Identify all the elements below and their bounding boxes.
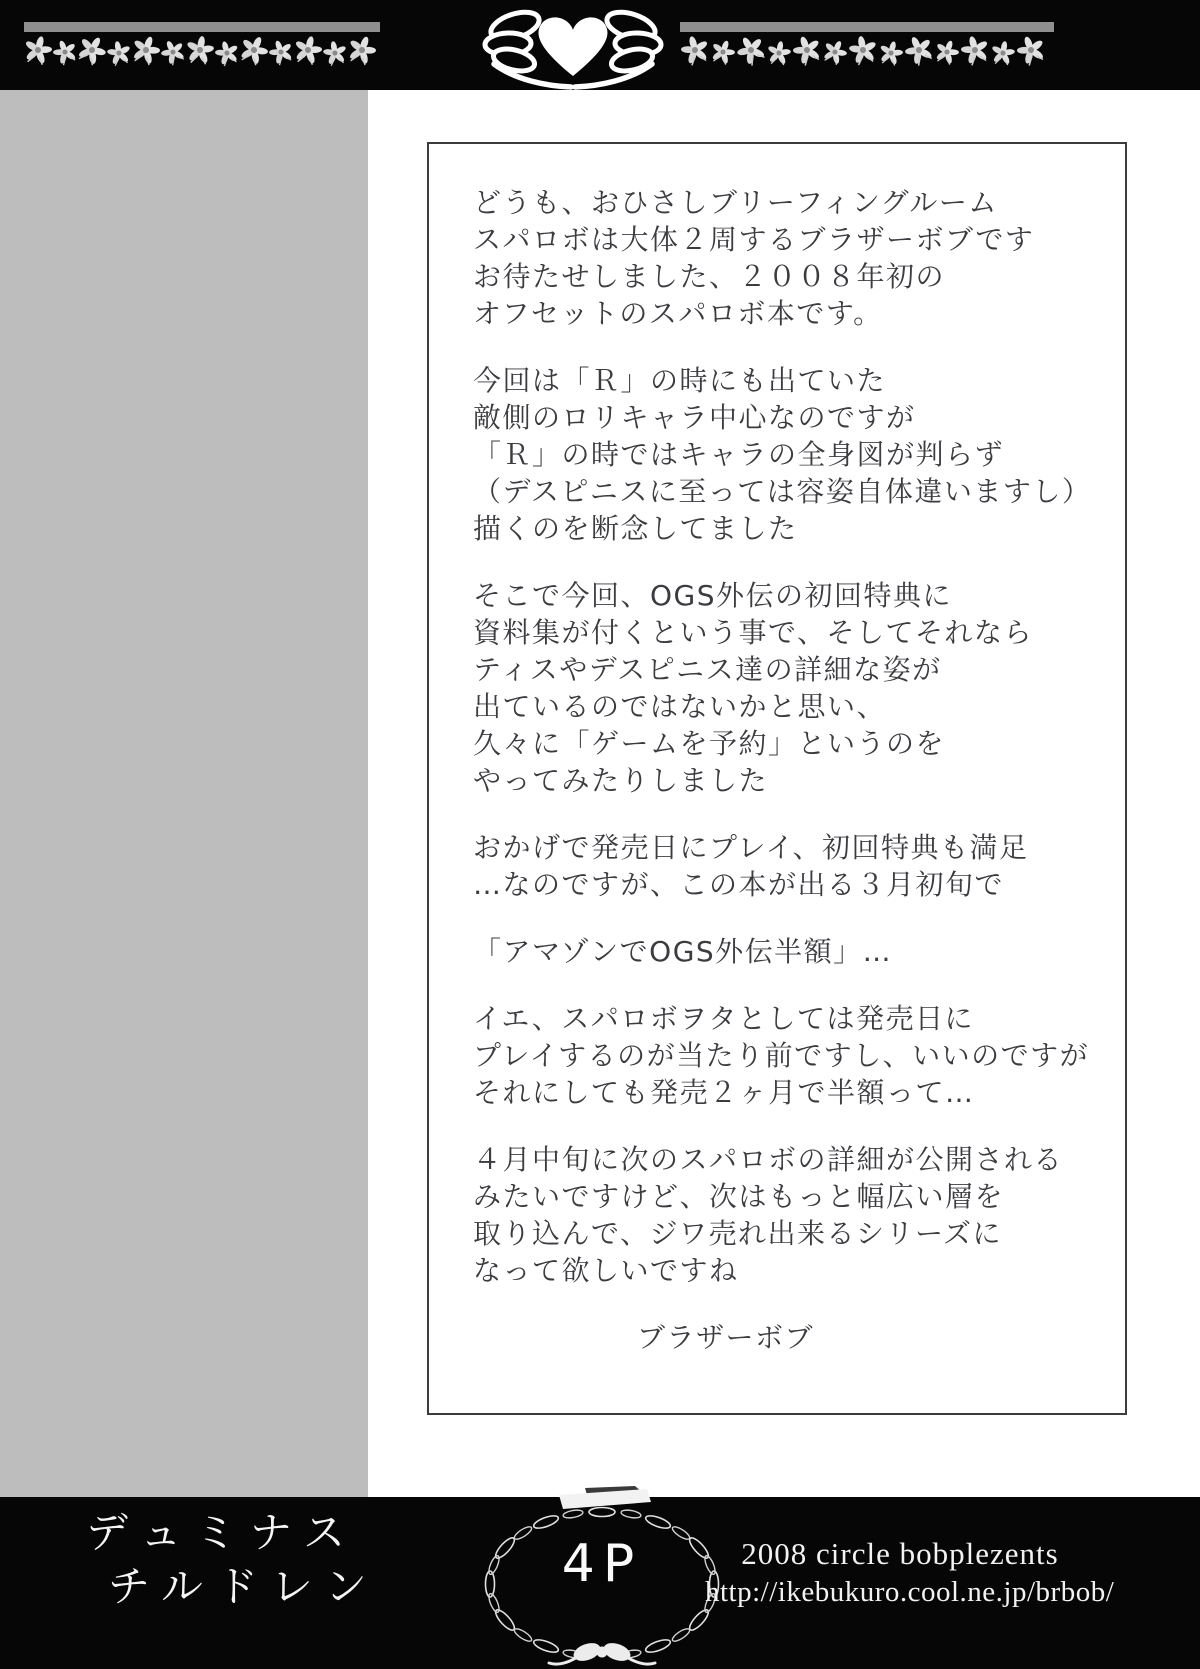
letter-line: 出ているのではないかと思い、 xyxy=(473,690,887,723)
letter-line: なって欲しいですね xyxy=(473,1254,739,1287)
letter-line: そこで今回、OGS外伝の初回特典に xyxy=(473,579,953,612)
letter-line: みたいですけど、次はもっと幅広い層を xyxy=(473,1180,1005,1213)
doujin-title-line1: デュミナス xyxy=(86,1508,359,1557)
letter-line: 今回は「Ｒ」の時にも出ていた xyxy=(473,364,887,397)
letter-paragraph xyxy=(473,1000,1115,1111)
letter-paragraph xyxy=(473,184,1115,332)
letter-paragraph xyxy=(473,577,1115,799)
page-count-label: 4P xyxy=(561,1534,643,1594)
letter-line: …なのですが、この本が出る３月初旬で xyxy=(473,868,1005,901)
letter-line: やってみたりしました xyxy=(473,764,769,797)
letter-line: 資料集が付くという事で、そしてそれなら xyxy=(473,616,1033,649)
circle-credit: 2008 circle bobplezents xyxy=(741,1536,1059,1571)
credit-block xyxy=(705,1534,1115,1610)
letter-line: お待たせしました、２００８年初の xyxy=(473,260,946,293)
winged-heart-icon xyxy=(468,2,678,90)
letter-line: ティスやデスピニス達の詳細な姿が xyxy=(473,653,942,686)
letter-line: どうも、おひさしブリーフィングルーム xyxy=(473,186,998,219)
floral-band-icon xyxy=(680,22,1054,68)
letter-line: プレイするのが当たり前ですし、いいのですが xyxy=(473,1039,1090,1072)
letter-line: スパロボは大体２周するブラザーボブです xyxy=(473,223,1035,256)
letter-paragraph xyxy=(473,829,1115,903)
letter-line: （デスピニスに至っては容姿自体違いますし） xyxy=(473,475,1092,508)
circle-url: http://ikebukuro.cool.ne.jp/brbob/ xyxy=(705,1576,1115,1608)
author-signature: ブラザーボブ xyxy=(637,1321,815,1354)
letter-line: 描くのを断念してました xyxy=(473,512,798,545)
letter-line: 「アマゾンでOGS外伝半額」… xyxy=(473,935,893,968)
letter-line: 取り込んで、ジワ売れ出来るシリーズに xyxy=(473,1217,1003,1250)
letter-line: それにしても発売２ヶ月で半額って… xyxy=(473,1076,975,1109)
floral-band-icon xyxy=(24,22,380,68)
letter-line: おかげで発売日にプレイ、初回特典も満足 xyxy=(473,831,1029,864)
doujin-title xyxy=(86,1506,380,1614)
page-margin-strip xyxy=(0,90,368,1497)
letter-line: 敵側のロリキャラ中心なのですが xyxy=(473,401,916,434)
letter-paragraph xyxy=(473,362,1115,547)
letter-line: イエ、スパロボヲタとしては発売日に xyxy=(473,1002,974,1035)
afterword-letter-box xyxy=(427,142,1127,1415)
header-band xyxy=(0,0,1200,90)
letter-line: 久々に「ゲームを予約」というのを xyxy=(473,727,946,760)
letter-line: オフセットのスパロボ本です。 xyxy=(473,297,883,330)
letter-line: 「Ｒ」の時ではキャラの全身図が判らず xyxy=(473,438,1005,471)
letter-line: ４月中旬に次のスパロボの詳細が公開される xyxy=(473,1143,1064,1176)
doujin-title-line2: チルドレン xyxy=(108,1562,380,1611)
letter-paragraph xyxy=(473,1141,1115,1289)
letter-paragraph xyxy=(473,933,1115,970)
